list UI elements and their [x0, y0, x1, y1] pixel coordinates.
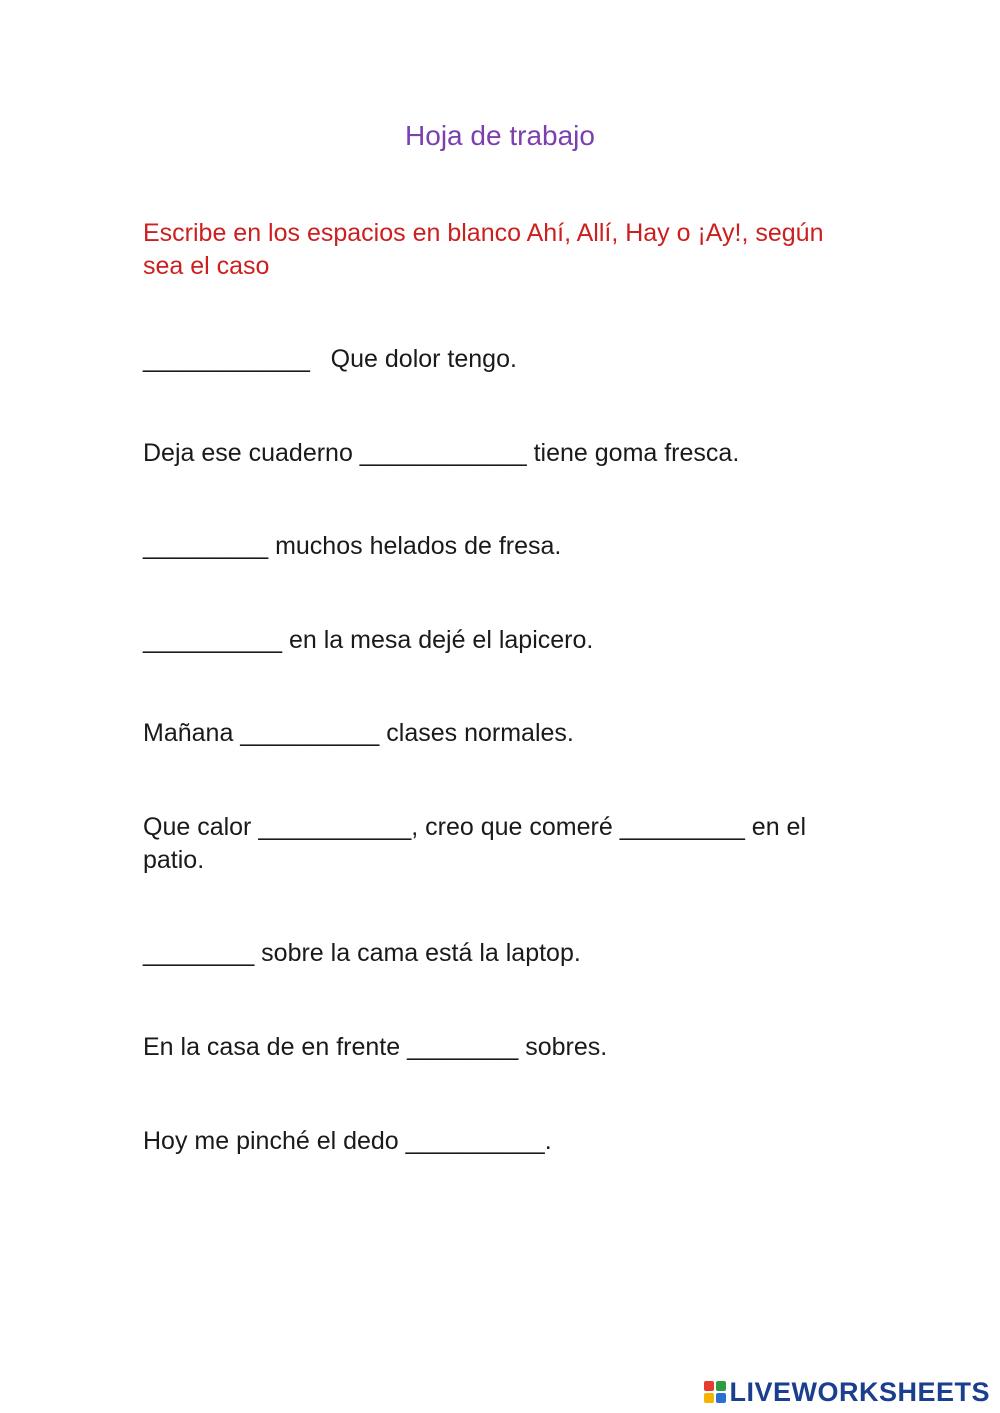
logo-square-green [716, 1381, 726, 1391]
page-title: Hoja de trabajo [405, 120, 595, 151]
liveworksheets-watermark [704, 1377, 990, 1407]
sentence-9: Hoy me pinché el dedo __________. [143, 1127, 552, 1155]
instruction-text: Escribe en los espacios en blanco Ahí, Allí, Hay o ¡Ay!, según sea el caso [143, 219, 824, 280]
logo-square-blue [716, 1393, 726, 1403]
watermark-brand-text: LIVEWORKSHEETS [729, 1377, 990, 1407]
sentence-3: _________ muchos helados de fresa. [143, 532, 562, 560]
logo-square-yellow [704, 1393, 714, 1403]
logo-square-red [704, 1381, 714, 1391]
sentence-7: ________ sobre la cama está la laptop. [143, 939, 581, 967]
sentence-6: Que calor ___________, creo que comeré _________ en el patio. [143, 813, 813, 874]
liveworksheets-logo-icon [704, 1381, 726, 1403]
sentence-2: Deja ese cuaderno ____________ tiene goma fresca. [143, 439, 740, 467]
sentence-8: En la casa de en frente ________ sobres. [143, 1033, 608, 1061]
sentence-4: __________ en la mesa dejé el lapicero. [143, 626, 594, 654]
sentence-5: Mañana __________ clases normales. [143, 719, 574, 747]
sentence-1: ____________ Que dolor tengo. [143, 345, 517, 373]
